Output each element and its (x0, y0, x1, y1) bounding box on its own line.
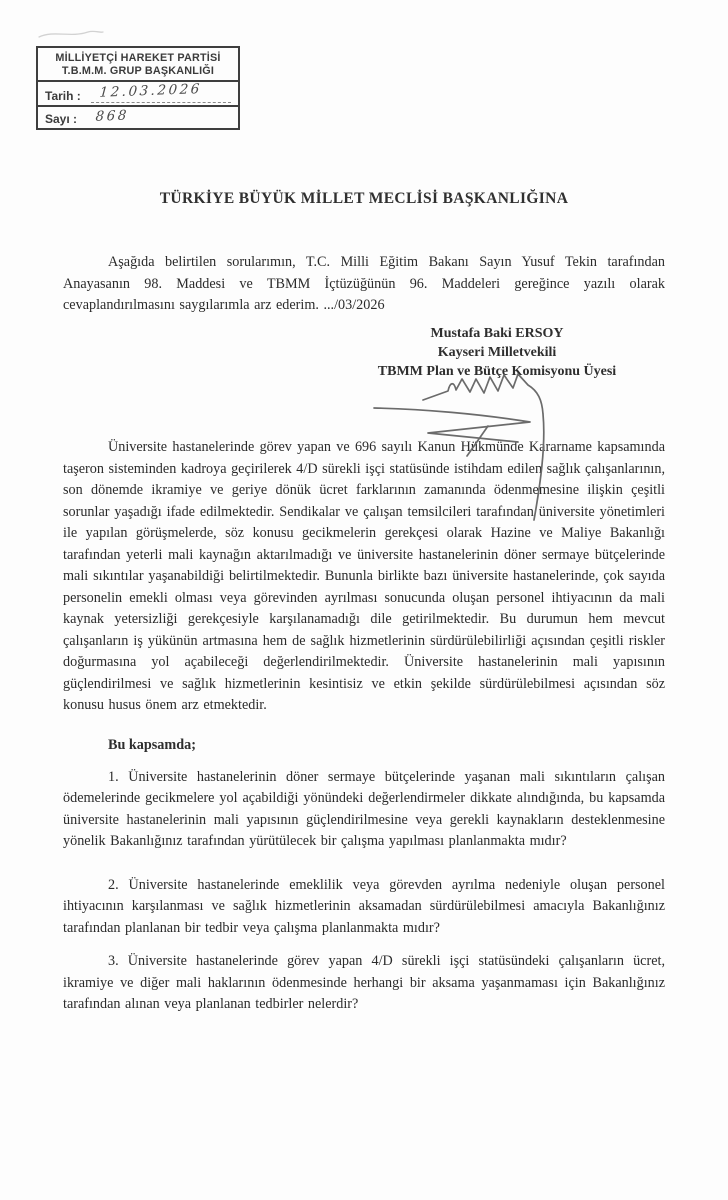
document-title: TÜRKİYE BÜYÜK MİLLET MECLİSİ BAŞKANLIĞINA (159, 190, 569, 207)
signatory-title-2: TBMM Plan ve Bütçe Komisyonu Üyesi (377, 364, 617, 380)
question-3: 3. Üniversite hastanelerinde görev yapan 4/D sürekli işçi statüsündeki çalışanların ücret, ikramiye ve diğer mali haklarının ödenmesinde herhangi bir aksama yaşanmaması için Bakanlığınız tarafından alınan veya planlanan tedbirler nelerdir? (63, 953, 665, 1013)
faint-pen-mark (36, 26, 106, 42)
stamp-date-line (91, 81, 231, 103)
stamp-header (38, 48, 238, 82)
signatory-name: Mustafa Baki ERSOY (430, 325, 564, 341)
section-heading: Bu kapsamda; (108, 736, 196, 753)
stamp-number-row (38, 105, 238, 128)
stamp-number-value: 868 (95, 107, 130, 125)
intro-paragraph: Aşağıda belirtilen sorularımın, T.C. Milli Eğitim Bakanı Sayın Yusuf Tekin tarafından Anayasanın 98. Maddesi ve TBMM İçtüzüğünün 96. Maddeleri gereğince yazılı olarak cevaplandırılmasını saygılarımla arz ederim. .../03/2026 (63, 254, 665, 313)
stamp-date-row (38, 82, 238, 105)
question-2: 2. Üniversite hastanelerinde emeklilik veya görevden ayrılma nedeniyle oluşan personel ihtiyacının karşılanması ve sağlık hizmetlerinin aksamadan sürdürülebilmesi amacıyla Bakanlığınız tarafından planlanan bir tedbir veya çalışma planlanmakta mıdır? (63, 876, 665, 936)
signatory-block (317, 324, 677, 382)
question-1: 1. Üniversite hastanelerinin döner sermaye bütçelerinde yaşanan mali sıkıntıların çalışan ödemelerinde gecikmelere yol açabildiği yönündeki değerlendirmeler dikkate alındığında, bu kapsamda üniversite hastanelerinin mali yapısının güçlendirilmesine veya gerekli kaynakların desteklenmesine yönelik Bakanlığınız tarafından yürütülecek bir çalışma yapılması planlanmakta mıdır? (63, 768, 665, 850)
stamp-number-label: Sayı : (45, 112, 78, 126)
stamp-party-name: MİLLİYETÇİ HAREKET PARTİSİ (55, 52, 221, 64)
stamp-date-label: Tarih : (45, 89, 81, 103)
stamp-group-name: T.B.M.M. GRUP BAŞKANLIĞI (61, 64, 215, 77)
body-paragraph: Üniversite hastanelerinde görev yapan ve 696 sayılı Kanun Hükmünde Kararname kapsamında taşeron sisteminden kadroya geçirilerek 4/D sürekli işçi statüsünde istihdam edilen sağlık çalışanlarının, son dönemde ikramiye ve geriye dönük ücret farklarının zamanında ödenmemesine ilişkin çeşitli sorunlar yaşadığı ifade edilmektedir. Sendikalar ve çalışan temsilcileri tarafından üniversite yönetimleri ile yapılan görüşmelerde, söz konusu gecikmelerin gerekçesi olarak Hazine ve Maliye Bakanlığı tarafından yeterli mali kaynağın aktarılmadığı ve üniversite hastanelerinin döner sermaye bütçelerinde mali sıkıntılar yaşanabildiği belirtilmektedir. Bununla birlikte bazı üniversite hastanelerinde, çok sayıda personelin emekli olması veya görevinden ayrılması sonucunda oluşan personel ihtiyacının da mali kaynak yetersizliği gerekçesiyle karşılanamadığı dile getirilmektedir. Bu durumun hem mevcut çalışanların iş yükünün artmasına hem de sağlık hizmetlerinin sürdürülebilirliği açısından çeşitli riskler doğurmasına yol açabileceği değerlendirilmektedir. Üniversite hastanelerinin mali yapısının güçlendirilmesi ve sağlık hizmetlerinin kesintisiz ve etkin şekilde sürdürülebilmesi açısından söz konusu husus önem arz etmektedir. (63, 439, 665, 714)
party-stamp (36, 46, 240, 130)
signatory-title-1: Kayseri Milletvekili (437, 344, 557, 360)
stamp-date-value: 12.03.2026 (98, 81, 203, 101)
stamp-number-line (87, 108, 231, 126)
